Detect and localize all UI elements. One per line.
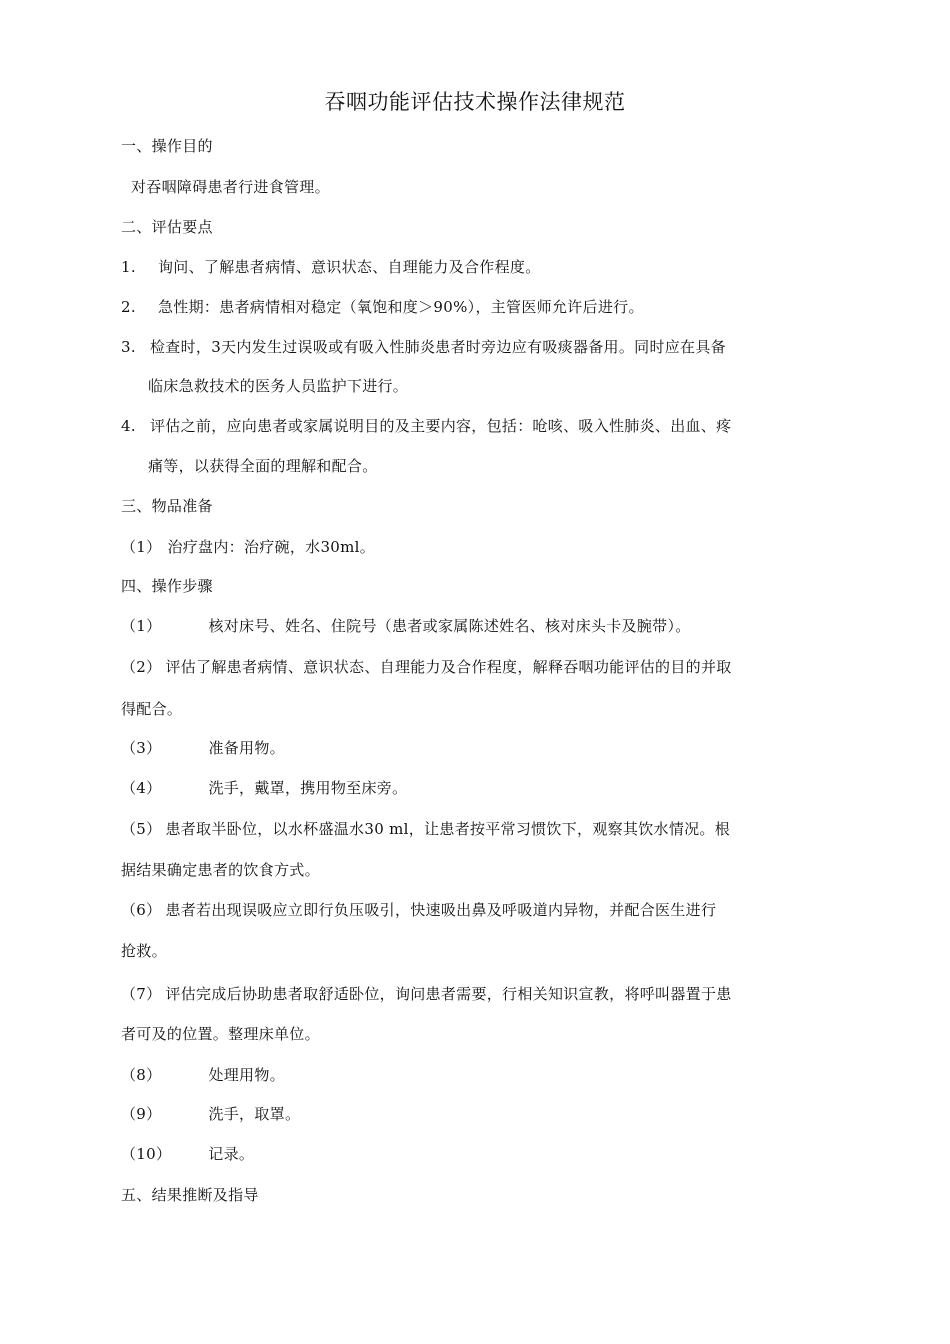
step-text: 准备用物。 [208, 739, 285, 757]
assessment-item-2 [121, 297, 811, 317]
step-number: （10） [121, 1145, 172, 1163]
assessment-item-3 [121, 337, 811, 357]
step-number: （2） [121, 658, 162, 676]
step-text: 记录。 [208, 1145, 255, 1163]
assessment-item-4-continued: 痛等，以获得全面的理解和配合。 [148, 457, 378, 475]
procedure-step-7 [121, 984, 811, 1004]
section-heading-supplies: 三、物品准备 [121, 497, 213, 515]
assessment-item-4 [121, 416, 811, 436]
step-text: 评估完成后协助患者取舒适卧位，询问患者需要，行相关知识宣教，将呼叫器置于患 [165, 985, 732, 1003]
step-text: 处理用物。 [208, 1066, 285, 1084]
assessment-item-3-continued: 临床急救技术的医务人员监护下进行。 [148, 377, 409, 395]
item-number: 1. [121, 258, 136, 276]
procedure-step-6-continued: 抢救。 [121, 942, 167, 960]
item-number: 3. [121, 338, 136, 356]
item-number: （1） [121, 538, 162, 556]
section-heading-results: 五、结果推断及指导 [121, 1186, 259, 1204]
procedure-step-8 [121, 1065, 811, 1085]
step-text: 患者取半卧位，以水杯盛温水30 ml，让患者按平常习惯饮下，观察其饮水情况。根 [165, 820, 731, 838]
procedure-step-4 [121, 778, 811, 798]
supplies-item-1 [121, 537, 811, 557]
step-text: 核对床号、姓名、住院号（患者或家属陈述姓名、核对床头卡及腕带）。 [208, 617, 691, 635]
step-number: （5） [121, 820, 162, 838]
step-text: 洗手，取罩。 [208, 1105, 301, 1123]
assessment-item-1 [121, 257, 811, 277]
item-text: 检查时，3天内发生过误吸或有吸入性肺炎患者时旁边应有吸痰器备用。同时应在具备 [150, 338, 726, 356]
step-text: 洗手，戴罩，携用物至床旁。 [208, 779, 408, 797]
step-number: （9） [121, 1105, 162, 1123]
step-number: （8） [121, 1066, 162, 1084]
step-number: （7） [121, 985, 162, 1003]
item-text: 急性期：患者病情相对稳定（氧饱和度＞90%），主管医师允许后进行。 [158, 298, 644, 316]
procedure-step-10 [121, 1144, 811, 1164]
item-text: 治疗盘内：治疗碗，水30ml。 [167, 538, 376, 556]
step-text: 患者若出现误吸应立即行负压吸引，快速吸出鼻及呼吸道内异物，并配合医生进行 [165, 901, 717, 919]
procedure-step-6 [121, 900, 811, 920]
procedure-step-1 [121, 616, 811, 636]
procedure-step-3 [121, 738, 811, 758]
step-number: （6） [121, 901, 162, 919]
step-number: （1） [121, 617, 162, 635]
section-heading-purpose: 一、操作目的 [121, 137, 213, 155]
item-number: 2. [121, 298, 136, 316]
step-text: 评估了解患者病情、意识状态、自理能力及合作程度，解释吞咽功能评估的目的并取 [165, 658, 732, 676]
step-number: （3） [121, 739, 162, 757]
section-heading-assessment: 二、评估要点 [121, 218, 213, 236]
item-text: 询问、了解患者病情、意识状态、自理能力及合作程度。 [158, 258, 541, 276]
procedure-step-2 [121, 657, 811, 677]
procedure-step-5-continued: 据结果确定患者的饮食方式。 [121, 861, 320, 879]
item-number: 4. [121, 417, 136, 435]
section-heading-procedure: 四、操作步骤 [121, 577, 213, 595]
procedure-step-9 [121, 1104, 811, 1124]
step-number: （4） [121, 779, 162, 797]
section-body-purpose: 对吞咽障碍患者行进食管理。 [131, 178, 330, 196]
document-title: 吞咽功能评估技术操作法律规范 [324, 90, 626, 114]
item-text: 评估之前，应向患者或家属说明目的及主要内容，包括：呛咳、吸入性肺炎、出血、疼 [150, 417, 732, 435]
procedure-step-7-continued: 者可及的位置。整理床单位。 [121, 1025, 320, 1043]
procedure-step-2-continued: 得配合。 [121, 700, 183, 718]
procedure-step-5 [121, 819, 811, 839]
